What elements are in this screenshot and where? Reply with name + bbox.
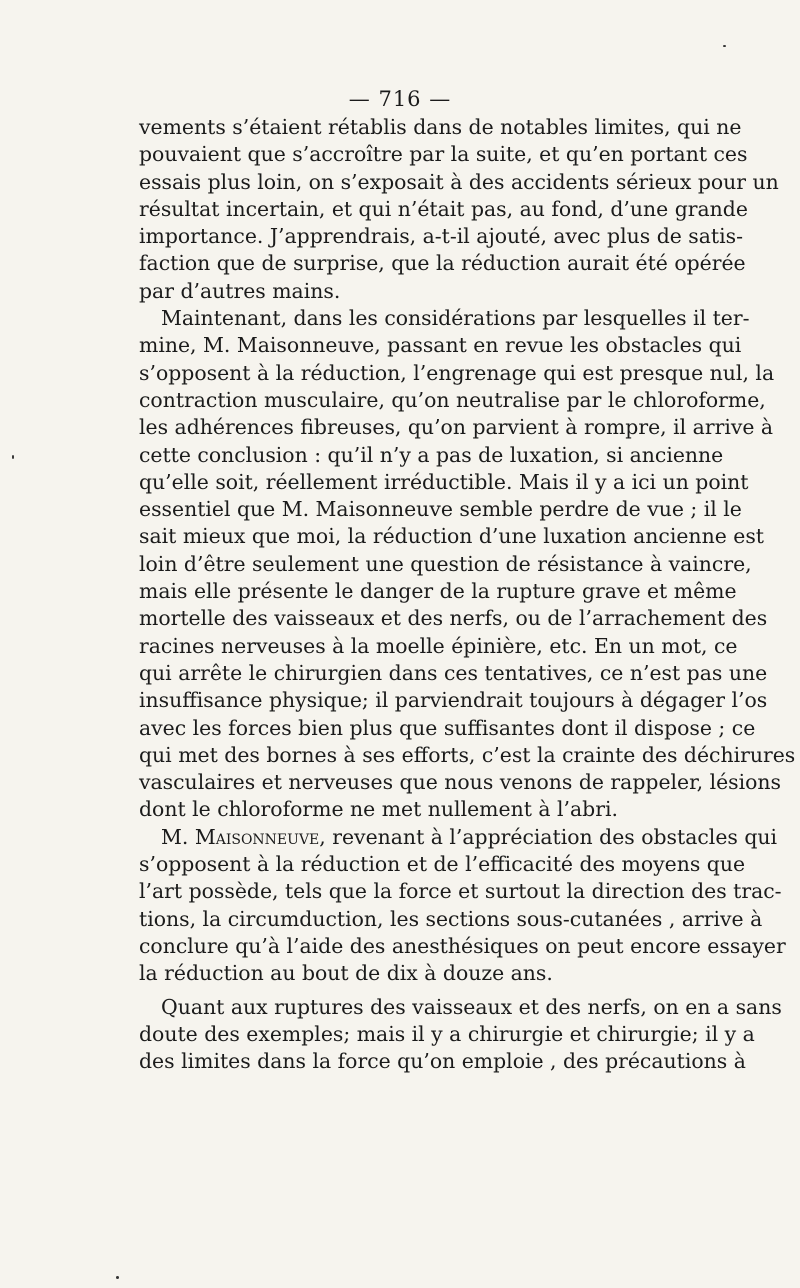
text-line: mortelle des vaisseaux et des nerfs, ou de l’arrachement des bbox=[139, 606, 768, 631]
text-line: insuffisance physique; il parviendrait toujours à dégager l’os bbox=[139, 688, 768, 713]
text-line: des limites dans la force qu’on emploie , des précautions à bbox=[139, 1049, 746, 1074]
text-line: essais plus loin, on s’exposait à des accidents sérieux pour un bbox=[139, 169, 779, 194]
text-fragment: revenant à l’appréciation des obstacles qui bbox=[325, 824, 778, 849]
text-line: essentiel que M. Maisonneuve semble perdre de vue ; il le bbox=[139, 497, 742, 522]
text-line: avec les forces bien plus que suffisantes dont il dispose ; ce bbox=[139, 715, 756, 740]
text-line: résultat incertain, et qui n’était pas, au fond, d’une grande bbox=[139, 196, 748, 221]
text-line: mais elle présente le danger de la rupture grave et même bbox=[139, 579, 737, 604]
text-line: faction que de surprise, que la réduction aurait été opérée bbox=[139, 251, 746, 276]
text-line: Maintenant, dans les considérations par lesquelles il ter- bbox=[161, 306, 750, 331]
text-line: la réduction au bout de dix à douze ans. bbox=[139, 961, 553, 986]
text-line: vements s’étaient rétablis dans de notables limites, qui ne bbox=[139, 115, 742, 139]
paragraph-4 bbox=[139, 994, 782, 1076]
text-line: dont le chloroforme ne met nullement à l’abri. bbox=[139, 797, 618, 822]
text-line: pouvaient que s’accroître par la suite, et qu’en portant ces bbox=[139, 142, 748, 167]
text-line: doute des exemples; mais il y a chirurgie et chirurgie; il y a bbox=[139, 1021, 755, 1046]
author-name: M. Maisonneuve, bbox=[161, 824, 326, 849]
text-line: les adhérences fibreuses, qu’on parvient à rompre, il arrive à bbox=[139, 415, 774, 440]
text-line: importance. J’apprendrais, a-t-il ajouté, avec plus de satis- bbox=[139, 224, 743, 249]
text-line: vasculaires et nerveuses que nous venons de rappeler, lésions bbox=[139, 770, 782, 795]
text-line: cette conclusion : qu’il n’y a pas de luxation, si ancienne bbox=[139, 442, 724, 467]
scan-speck bbox=[116, 1276, 119, 1279]
text-line: tions, la circumduction, les sections sous-cutanées , arrive à bbox=[139, 906, 763, 931]
text-line: conclure qu’à l’aide des anesthésiques on peut encore essayer bbox=[139, 933, 786, 958]
text-line: mine, M. Maisonneuve, passant en revue les obstacles qui bbox=[139, 333, 742, 358]
text-line: s’opposent à la réduction et de l’efficacité des moyens que bbox=[139, 852, 746, 877]
text-line: contraction musculaire, qu’on neutralise par le chloroforme, bbox=[139, 387, 766, 412]
text-line: par d’autres mains. bbox=[139, 278, 341, 303]
text-line: s’opposent à la réduction, l’engrenage qui est presque nul, la bbox=[139, 360, 775, 385]
paragraph-1 bbox=[139, 114, 779, 305]
text-line: loin d’être seulement une question de résistance à vaincre, bbox=[139, 551, 752, 576]
scan-speck bbox=[12, 455, 14, 459]
text-line: Quant aux ruptures des vaisseaux et des nerfs, on en a sans bbox=[161, 994, 782, 1019]
text-line: sait mieux que moi, la réduction d’une luxation ancienne est bbox=[139, 524, 764, 549]
text-line bbox=[139, 824, 778, 851]
text-line: l’art possède, tels que la force et surtout la direction des trac- bbox=[139, 879, 782, 904]
paragraph-3 bbox=[139, 824, 786, 988]
scan-speck bbox=[723, 45, 726, 47]
page-number: — 716 — bbox=[348, 87, 452, 111]
text-line: racines nerveuses à la moelle épinière, etc. En un mot, ce bbox=[139, 633, 738, 658]
text-line: qu’elle soit, réellement irréductible. Mais il y a ici un point bbox=[139, 469, 749, 494]
text-line: qui arrête le chirurgien dans ces tentatives, ce n’est pas une bbox=[139, 660, 768, 685]
paragraph-2 bbox=[139, 305, 796, 824]
text-line: qui met des bornes à ses efforts, c’est la crainte des déchirures bbox=[139, 742, 796, 767]
body-text bbox=[139, 114, 796, 1075]
